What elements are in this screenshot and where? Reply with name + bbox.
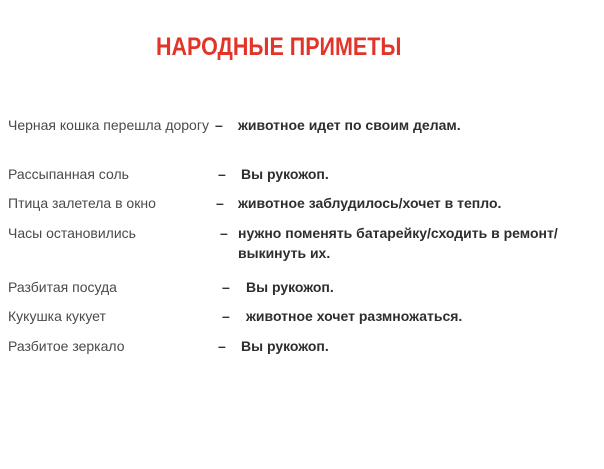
- omen-meaning: Вы рукожоп.: [246, 279, 334, 295]
- omen-meaning: животное заблудилось/хочет в тепло.: [238, 195, 502, 211]
- omen-meaning: Вы рукожоп.: [241, 338, 329, 354]
- omen-meaning: нужно поменять батарейку/сходить в ремонт/выкинуть их.: [238, 225, 558, 261]
- dash-separator: –: [218, 338, 226, 354]
- dash-separator: –: [215, 117, 223, 133]
- dash-separator: –: [216, 195, 224, 211]
- omen-text: Кукушка кукует: [8, 308, 106, 324]
- omen-text: Разбитая посуда: [8, 279, 117, 295]
- dash-separator: –: [222, 308, 230, 324]
- dash-separator: –: [220, 225, 228, 241]
- omen-text: Рассыпанная соль: [8, 166, 129, 182]
- omen-text: Черная кошка перешла дорогу: [8, 117, 209, 133]
- omen-text: Разбитое зеркало: [8, 338, 125, 354]
- dash-separator: –: [222, 279, 230, 295]
- omen-meaning: Вы рукожоп.: [241, 166, 329, 182]
- omen-meaning: животное хочет размножаться.: [246, 308, 463, 324]
- omen-text: Часы остановились: [8, 225, 136, 241]
- omen-text: Птица залетела в окно: [8, 195, 156, 211]
- page-title: НАРОДНЫЕ ПРИМЕТЫ: [156, 33, 402, 61]
- omen-meaning: животное идет по своим делам.: [238, 117, 461, 133]
- dash-separator: –: [218, 166, 226, 182]
